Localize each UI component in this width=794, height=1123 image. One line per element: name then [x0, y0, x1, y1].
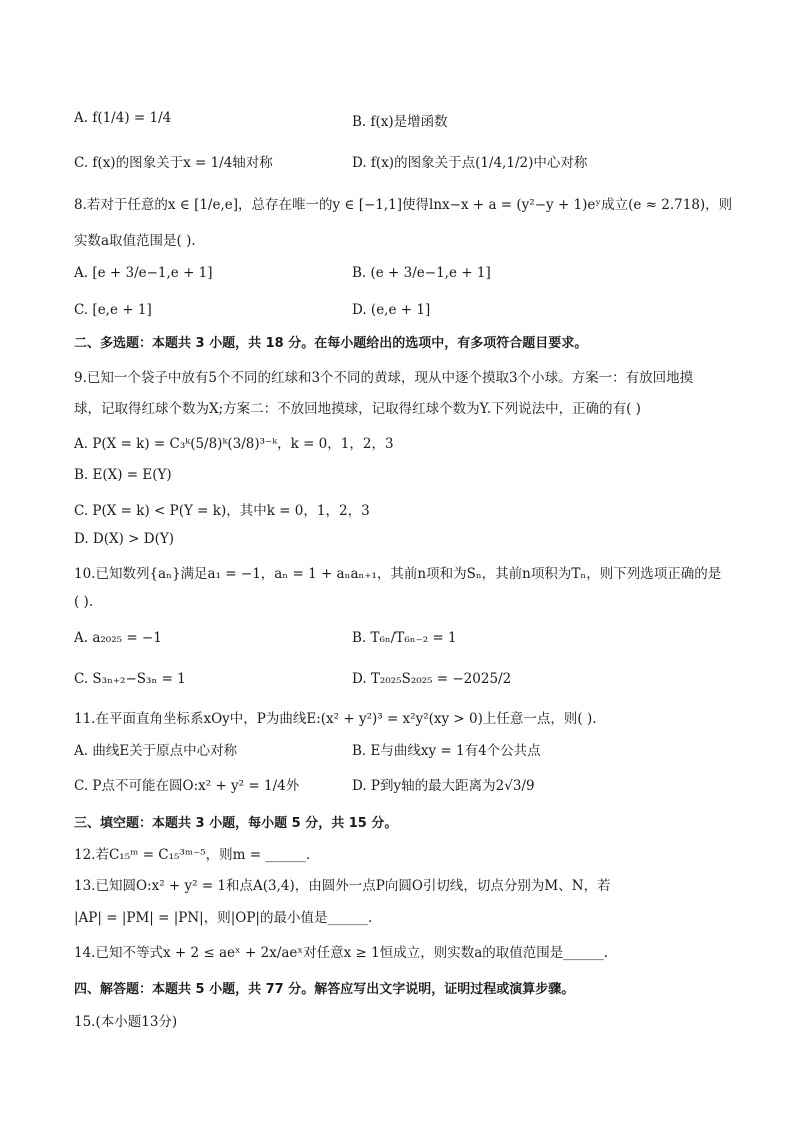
q10-option-c: C. S₃ₙ₊₂−S₃ₙ = 1 — [74, 671, 186, 687]
section-2-heading: 二、多选题：本题共 3 小题，共 18 分。在每小题给出的选项中，有多项符合题目要求。 — [74, 336, 588, 351]
q11-option-a: A. 曲线E关于原点中心对称 — [74, 743, 238, 759]
q15-stem: 15.(本小题13分) — [74, 1014, 178, 1030]
q8-option-d: D. (e,e + 1] — [352, 302, 431, 318]
q9-stem-line1: 9.已知一个袋子中放有5个不同的红球和3个不同的黄球，现从中逐个摸取3个小球。方案一：有放回地摸 — [74, 370, 694, 386]
section-4-heading: 四、解答题：本题共 5 小题，共 77 分。解答应写出文字说明，证明过程或演算步骤。 — [74, 982, 575, 997]
q9-option-b: B. E(X) = E(Y) — [74, 467, 172, 483]
q11-option-d: D. P到y轴的最大距离为2√3/9 — [352, 778, 535, 794]
q11-stem: 11.在平面直角坐标系xOy中，P为曲线E:(x² + y²)³ = x²y²(xy > 0)上任意一点，则( ). — [74, 711, 597, 727]
q12-stem: 12.若C₁₅ᵐ = C₁₅³ᵐ⁻⁵，则m = ______. — [74, 847, 311, 863]
q10-option-b: B. T₆ₙ/T₆ₙ₋₂ = 1 — [352, 630, 457, 646]
q7-option-d: D. f(x)的图象关于点(1/4,1/2)中心对称 — [352, 155, 588, 171]
q7-option-c: C. f(x)的图象关于x = 1/4轴对称 — [74, 155, 273, 171]
q8-option-a: A. [e + 3/e−1,e + 1] — [74, 265, 213, 281]
q9-option-d: D. D(X) > D(Y) — [74, 531, 175, 547]
q10-stem-line1: 10.已知数列{aₙ}满足a₁ = −1，aₙ = 1 + aₙaₙ₊₁，其前n项和为Sₙ，其前n项积为Tₙ，则下列选项正确的是 — [74, 566, 722, 582]
q9-option-c: C. P(X = k) < P(Y = k)，其中k = 0，1，2，3 — [74, 503, 370, 519]
q7-option-a: A. f(1/4) = 1/4 — [74, 110, 172, 126]
section-3-heading: 三、填空题：本题共 3 小题，每小题 5 分，共 15 分。 — [74, 816, 398, 831]
q13-stem-line1: 13.已知圆O:x² + y² = 1和点A(3,4)，由圆外一点P向圆O引切线，切点分别为M、N，若 — [74, 878, 611, 894]
q8-stem-line1: 8.若对于任意的x ∈ [1/e,e]，总存在唯一的y ∈ [−1,1]使得lnx−x + a = (y²−y + 1)eʸ成立(e ≈ 2.718)，则 — [74, 197, 733, 213]
q13-stem-line2: |AP| = |PM| = |PN|，则|OP|的最小值是______. — [74, 910, 373, 926]
q10-stem-line2: ( ). — [74, 594, 94, 610]
q9-stem-line2: 球，记取得红球个数为X;方案二：不放回地摸球，记取得红球个数为Y.下列说法中，正确的有( ) — [74, 401, 641, 417]
q8-option-b: B. (e + 3/e−1,e + 1] — [352, 265, 491, 281]
q10-option-d: D. T₂₀₂₅S₂₀₂₅ = −2025/2 — [352, 671, 512, 687]
q14-stem: 14.已知不等式x + 2 ≤ aeˣ + 2x/aeˣ对任意x ≥ 1恒成立，则实数a的取值范围是______. — [74, 945, 609, 961]
q7-option-b: B. f(x)是增函数 — [352, 114, 448, 130]
q8-option-c: C. [e,e + 1] — [74, 302, 152, 318]
q11-option-c: C. P点不可能在圆O:x² + y² = 1/4外 — [74, 778, 300, 794]
q8-stem-line2: 实数a取值范围是( ). — [74, 233, 196, 249]
q11-option-b: B. E与曲线xy = 1有4个公共点 — [352, 743, 541, 759]
q9-option-a: A. P(X = k) = C₃ᵏ(5/8)ᵏ(3/8)³⁻ᵏ，k = 0，1，2，3 — [74, 436, 394, 452]
q10-option-a: A. a₂₀₂₅ = −1 — [74, 630, 162, 646]
